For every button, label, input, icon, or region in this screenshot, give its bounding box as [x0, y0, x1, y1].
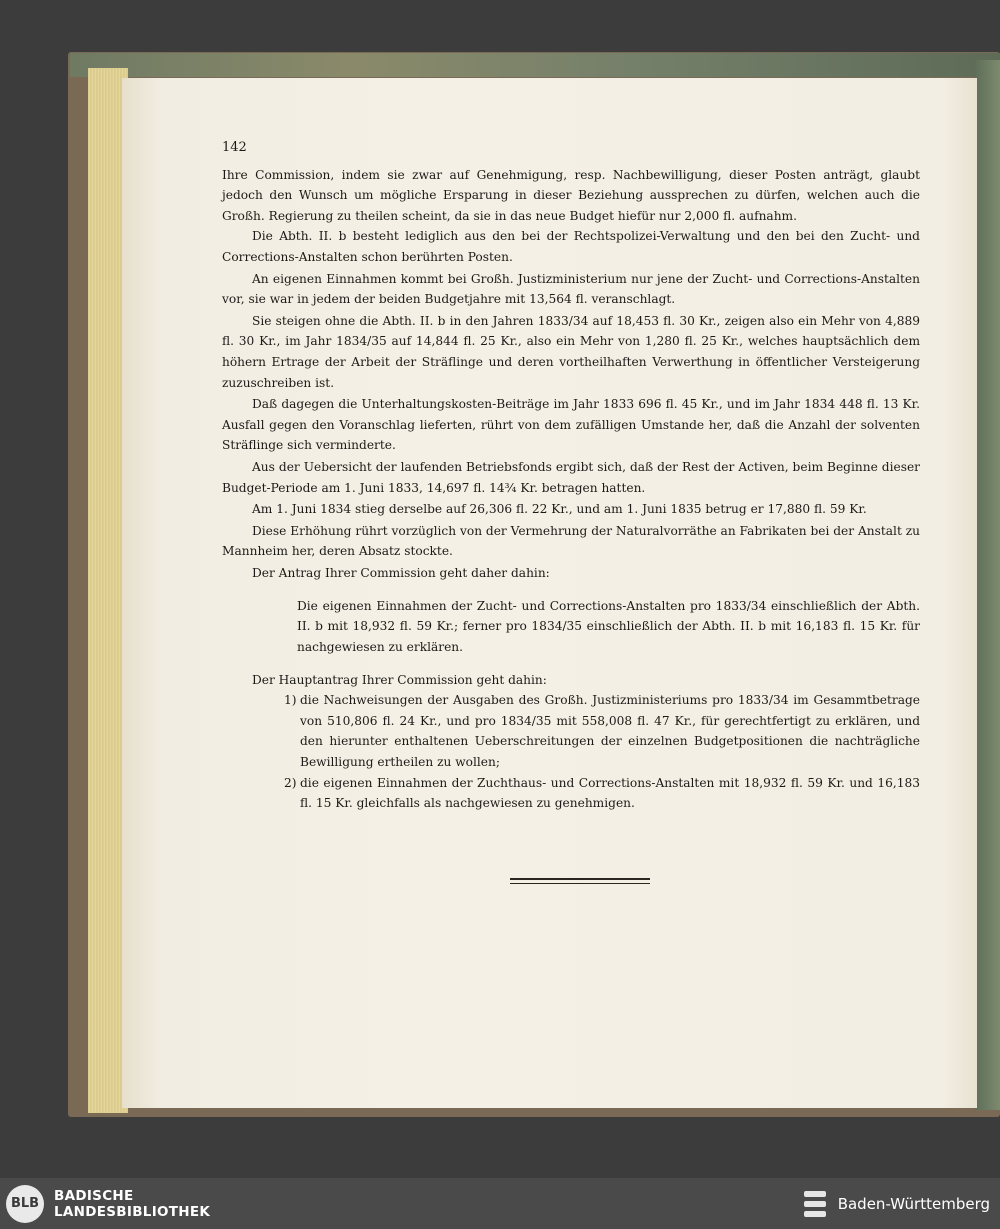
book-spine-edge — [975, 60, 1000, 1110]
main-motion-intro: Der Hauptantrag Ihrer Commission geht dahin: — [252, 672, 547, 687]
lions-coat-of-arms-icon — [800, 1185, 830, 1223]
paragraph: Daß dagegen die Unterhaltungskosten-Beiträge im Jahr 1833 696 fl. 45 Kr., und im Jahr 1834 448 fl. 13 Kr. Ausfall gegen den Voranschlag lieferten, rührt von dem zufälligen Umstande her, daß die Anzahl der solventen Sträflinge sich verminderte. — [222, 397, 920, 453]
list-number: 1) — [284, 693, 297, 708]
list-number: 2) — [284, 775, 297, 790]
footer-bar — [0, 1178, 1000, 1229]
paragraph: Sie steigen ohne die Abth. II. b in den Jahren 1833/34 auf 18,453 fl. 30 Kr., zeigen also ein Mehr von 4,889 fl. 30 Kr., im Jahr 1834/35 auf 14,844 fl. 25 Kr., also ein Mehr von 1,280 fl. 25 Kr., welches hauptsächlich dem höhern Ertrage der Arbeit der Sträflinge und deren vortheilhaften Verwerthung in öffentlicher Versteigerung zuzuschreiben ist. — [222, 313, 920, 390]
list-item — [284, 690, 920, 772]
list-item — [284, 773, 920, 814]
main-motion-list — [284, 690, 920, 814]
paragraph: Ihre Commission, indem sie zwar auf Genehmigung, resp. Nachbewilligung, dieser Posten anträgt, glaubt jedoch den Wunsch um mögliche Ersparung in dieser Beziehung aussprechen zu dürfen, welchen auch die Großh. Regierung zu theilen scheint, da sie in das neue Budget hiefür nur 2,000 fl. aufnahm. — [222, 167, 920, 223]
page-content — [222, 138, 920, 814]
library-name[interactable] — [54, 1188, 210, 1220]
list-text: die eigenen Einnahmen der Zuchthaus- und Corrections-Anstalten mit 18,932 fl. 59 Kr. und 16,183 fl. 15 Kr. gleichfalls als nachgewiesen zu genehmigen. — [300, 775, 920, 811]
state-label: Baden-Württemberg — [837, 1194, 990, 1213]
paragraph: Am 1. Juni 1834 stieg derselbe auf 26,306 fl. 22 Kr., und am 1. Juni 1835 betrug er 17,880 fl. 59 Kr. — [252, 502, 867, 517]
motion-intro: Der Antrag Ihrer Commission geht daher dahin: — [252, 565, 550, 580]
paragraph: Diese Erhöhung rührt vorzüglich von der Vermehrung der Naturalvorräthe an Fabrikaten bei der Anstalt zu Mannheim her, deren Absatz stockte. — [222, 523, 920, 559]
section-divider — [510, 878, 650, 884]
book-top-edge — [70, 53, 1000, 77]
paragraph: Aus der Uebersicht der laufenden Betriebsfonds ergibt sich, daß der Rest der Activen, beim Beginne dieser Budget-Periode am 1. Juni 1833, 14,697 fl. 14¾ Kr. betragen hatten. — [222, 459, 920, 495]
page-number: 142 — [222, 140, 247, 155]
state-logo[interactable] — [800, 1185, 990, 1223]
motion-text: Die eigenen Einnahmen der Zucht- und Corrections-Anstalten pro 1833/34 einschließlich der Abth. II. b mit 18,932 fl. 59 Kr.; ferner pro 1834/35 einschließlich der Abth. II. b mit 16,183 fl. 15 Kr. für nachgewiesen zu erklären. — [297, 598, 920, 654]
library-name-line2: LANDESBIBLIOTHEK — [54, 1203, 211, 1220]
paragraph: Die Abth. II. b besteht lediglich aus den bei der Rechtspolizei-Verwaltung und den bei den Zucht- und Corrections-Anstalten schon berührten Posten. — [222, 229, 920, 264]
paragraph: An eigenen Einnahmen kommt bei Großh. Justizministerium nur jene der Zucht- und Corrections-Anstalten vor, sie war in jedem der beiden Budgetjahre mit 13,564 fl. veranschlagt. — [222, 271, 920, 307]
list-text: die Nachweisungen der Ausgaben des Großh. Justizministeriums pro 1833/34 im Gesammtbetrage von 510,806 fl. 24 Kr., und pro 1834/35 mit 558,008 fl. 47 Kr., für gerechtfertigt zu erklären, und den hierunter enthaltenen Ueberschreitungen der einzelnen Budgetpositionen die nachträgliche Bewilligung ertheilen zu wollen; — [300, 693, 920, 769]
blb-logo-icon[interactable]: BLB — [6, 1185, 44, 1223]
library-name-line1: BADISCHE — [54, 1187, 134, 1204]
